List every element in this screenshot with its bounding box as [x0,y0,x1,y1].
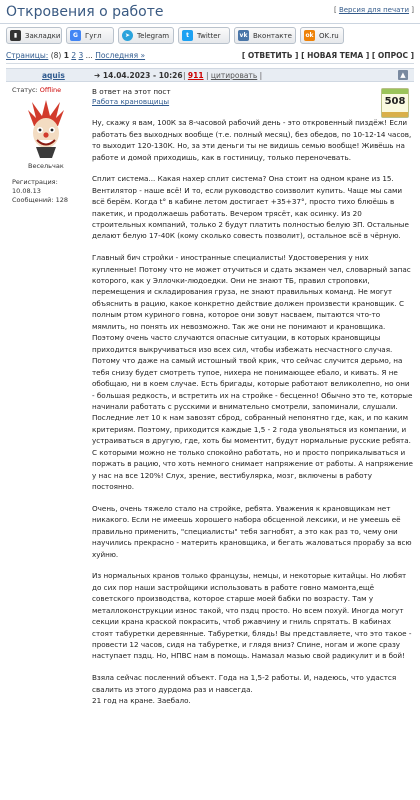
print-version-link[interactable]: Версия для печати [338,6,410,14]
share-button-google[interactable] [66,27,114,44]
reply-button[interactable]: ОТВЕТИТЬ [247,51,293,60]
post-paragraph: Сплит система... Какая нахер сплит система? Она стоит на одном кране из 15. Вентилятор - наше всё! И то, если руководство соизволит купить. Чаще мы сами всё берём. Когда t° в кабине летом достигает +35+37°, просто тихо блюёшь в пакетик, и продолжаешь работать. Вечером трясёт, как осинку. Из 20 строительных компаний, только 2 будут платить полностью белую ЗП. Остальные делают белую 17-40К (кому сколько совесть позволит), остальное всё в чёрную. [92,174,409,241]
print-version [334,6,414,14]
pagination [6,51,145,60]
post-number[interactable]: 911 [187,71,204,80]
poll-button[interactable]: ОПРОС [377,51,408,60]
twitter-icon: t [182,30,193,41]
author-status [12,86,61,94]
telegram-icon: ➤ [122,30,133,41]
share-button-bookmarks[interactable] [6,27,62,44]
pages-label[interactable]: Страницы: [6,51,49,60]
share-label: Вконтакте [253,31,292,40]
reg-label: Регистрация: [12,178,58,186]
ok-icon: ok [305,32,314,39]
msgs-label: Сообщений: [12,196,54,204]
post-paragraph: Взяла сейчас посленний объект. Года на 1,5-2 работы. И, надеюсь, что удастся свалить из этого дурдома раз и навсегда. [92,673,397,694]
msgs-row [12,196,84,205]
reg-value: 10.08.13 [12,187,41,195]
share-button-twitter[interactable] [178,27,230,44]
title-bar [0,0,420,24]
post-author[interactable]: aquis [42,71,65,80]
arrow-up-icon[interactable]: ▲ [398,70,408,80]
print-bracket-open: [ [333,6,337,14]
page-link-3[interactable]: 3 [78,51,84,60]
quote-link[interactable]: цитировать [210,71,258,80]
author-rank: Весельчак [28,162,64,170]
pagination-bar [6,50,414,64]
share-bar [6,27,414,45]
share-button-ok[interactable] [300,27,344,44]
reply-topic-link[interactable]: Работа крановщицы [92,97,170,106]
bookmark-icon: ▮ [10,30,21,41]
new-topic-button[interactable]: НОВАЯ ТЕМА [307,51,364,60]
post-paragraph: Главный бич стройки - иностранные специалисты! Удостоверения у них купленные! Потому что не может отучиться и сдать экзамен чел, словарный запас которого, как у Эллочки-людоедки. Они не знают ТБ, правил строповки, перемещения и складирования груза, не знают правильных команд. Не могут объяснить в рацию, какое конкретно действие должен произвести крановщик. С полным ртом куриного говна, которое они зовут насваем, пытаются что-то мямлить, но понять их невозможно. Так же они не понимают и крановщика. Поэтому очень часто случаются опасные ситуации, в которых крановщицы приходится выкручиваться изо всех сил, чтобы избежать несчастного случая. Потому что даже на самый истошный твой крик, что сейчас случится дерьмо, на тебя снизу будет смотреть тупое, нихера не понимающее ебало, и кивать. Я не обобщаю, ни в коем случае. Есть бригады, которые работают великолепно, но они - большая редкость, и встретить их на стройке - бесценно! Обычно это те, которые начинали работать с русскими и внимательно смотрели, запоминали, слушали. Последние лет 10 к нам завозят сброд, собранный непонятно где, как, и по каким критериям. Поэтому, приходится каждые 1,5 - 2 года увольняться из компании, и устраиваться в другую, где, хоть бы моментит, будут нормальные русские ребята. С которыми можно не только спокойно работать, но и просто поприкалываться и поржать в рацию, что хоть немного снимает напряжение от работы. А напряжение у нас на все 120%! Слух, зрение, вестибулярка, мозг, включены в работу постоянно. [92,253,413,492]
share-button-vk[interactable] [234,27,296,44]
page-link-2[interactable]: 2 [71,51,77,60]
pages-ellipsis: ... [85,51,93,60]
post-date: ➜ 14.04.2023 - 10:26 [94,71,183,80]
rating-value: 508 [384,96,406,107]
msgs-value: 128 [55,196,69,204]
status-label: Статус: [12,86,38,94]
post-paragraph: Очень, очень тяжело стало на стройке, ребята. Уважения к крановщикам нет никакого. Если не имеешь хорошего набора обсценной лексики, и не умеешь её правильно применить, "специалисты" тебя загнобят, а это как раз то, чему они научились прекрасно - материть крановщика, и бегать жаловаться прорабу за всю хуйню. [92,503,412,559]
post-paragraph: Ну, скажу я вам, 100К за 8-часовой рабочий день - это откровенный пиздёж! Если работать без выходных вообще (т.е. полный месяц), без обедов, по 10-12-14 часов, то выходит 120-130К. Но, за эти деньги ты не видишь семью вообще! Живёшь на работе и домой приходишь, как в гостиницу, только переночевать. [92,118,412,162]
status-value: Offline [39,86,62,94]
share-label: Гугл [85,31,102,40]
topic-actions: [ ОТВЕТИТЬ ] [ НОВАЯ ТЕМА ] [ ОПРОС ] [241,51,414,60]
page-title: Откровения о работе [6,4,164,20]
post-header [6,68,414,82]
post-meta: | 911 | цитировать | [183,71,263,80]
post-paragraph: 21 год на кране. Заебало. [92,695,191,705]
print-bracket-close: ] [411,6,414,14]
vk-icon: vk [239,32,248,39]
reg-row [12,178,84,196]
post-date-text: 14.04.2023 - 10:26 [102,71,183,80]
share-label: Twitter [197,31,221,40]
share-label: Telegram [137,31,170,40]
post-paragraph: Из нормальных кранов только французы, немцы, и некоторые китайцы. Но любят до сих пор наши застройщики использовать в работе говно мамонта,ещё советского производства, которое старше моей бабки по возрасту. Там у металлоконструкции износ такой, что пздц просто. Но всем похуй. Иногда могут секции крана краской покрасить, чтоб ржавчину и гниль спрятать. В кабинах стоят табуретки деревянные. Табуретки, блядь! Вы представляете, что это такое - провести 12 часов, сидя на табуретке, и глядя вниз? Спине, ногам и жопе сразу наступает пздц. Но, НПВС нам в помощь. Намазал мазью свой радикулит и в бой! [92,571,412,661]
reply-to-label: В ответ на этот пост [92,87,171,96]
page-link-last[interactable]: Последняя » [95,51,146,60]
author-details [12,178,84,205]
page-current: 1 [63,51,69,60]
google-icon: G [70,30,81,41]
reply-reference [92,87,414,107]
share-label: OK.ru [319,31,339,40]
share-label: Закладки [25,31,61,40]
post-body [92,87,414,706]
pages-count: (8) [50,51,62,60]
share-button-telegram[interactable] [118,27,174,44]
avatar [24,100,68,160]
